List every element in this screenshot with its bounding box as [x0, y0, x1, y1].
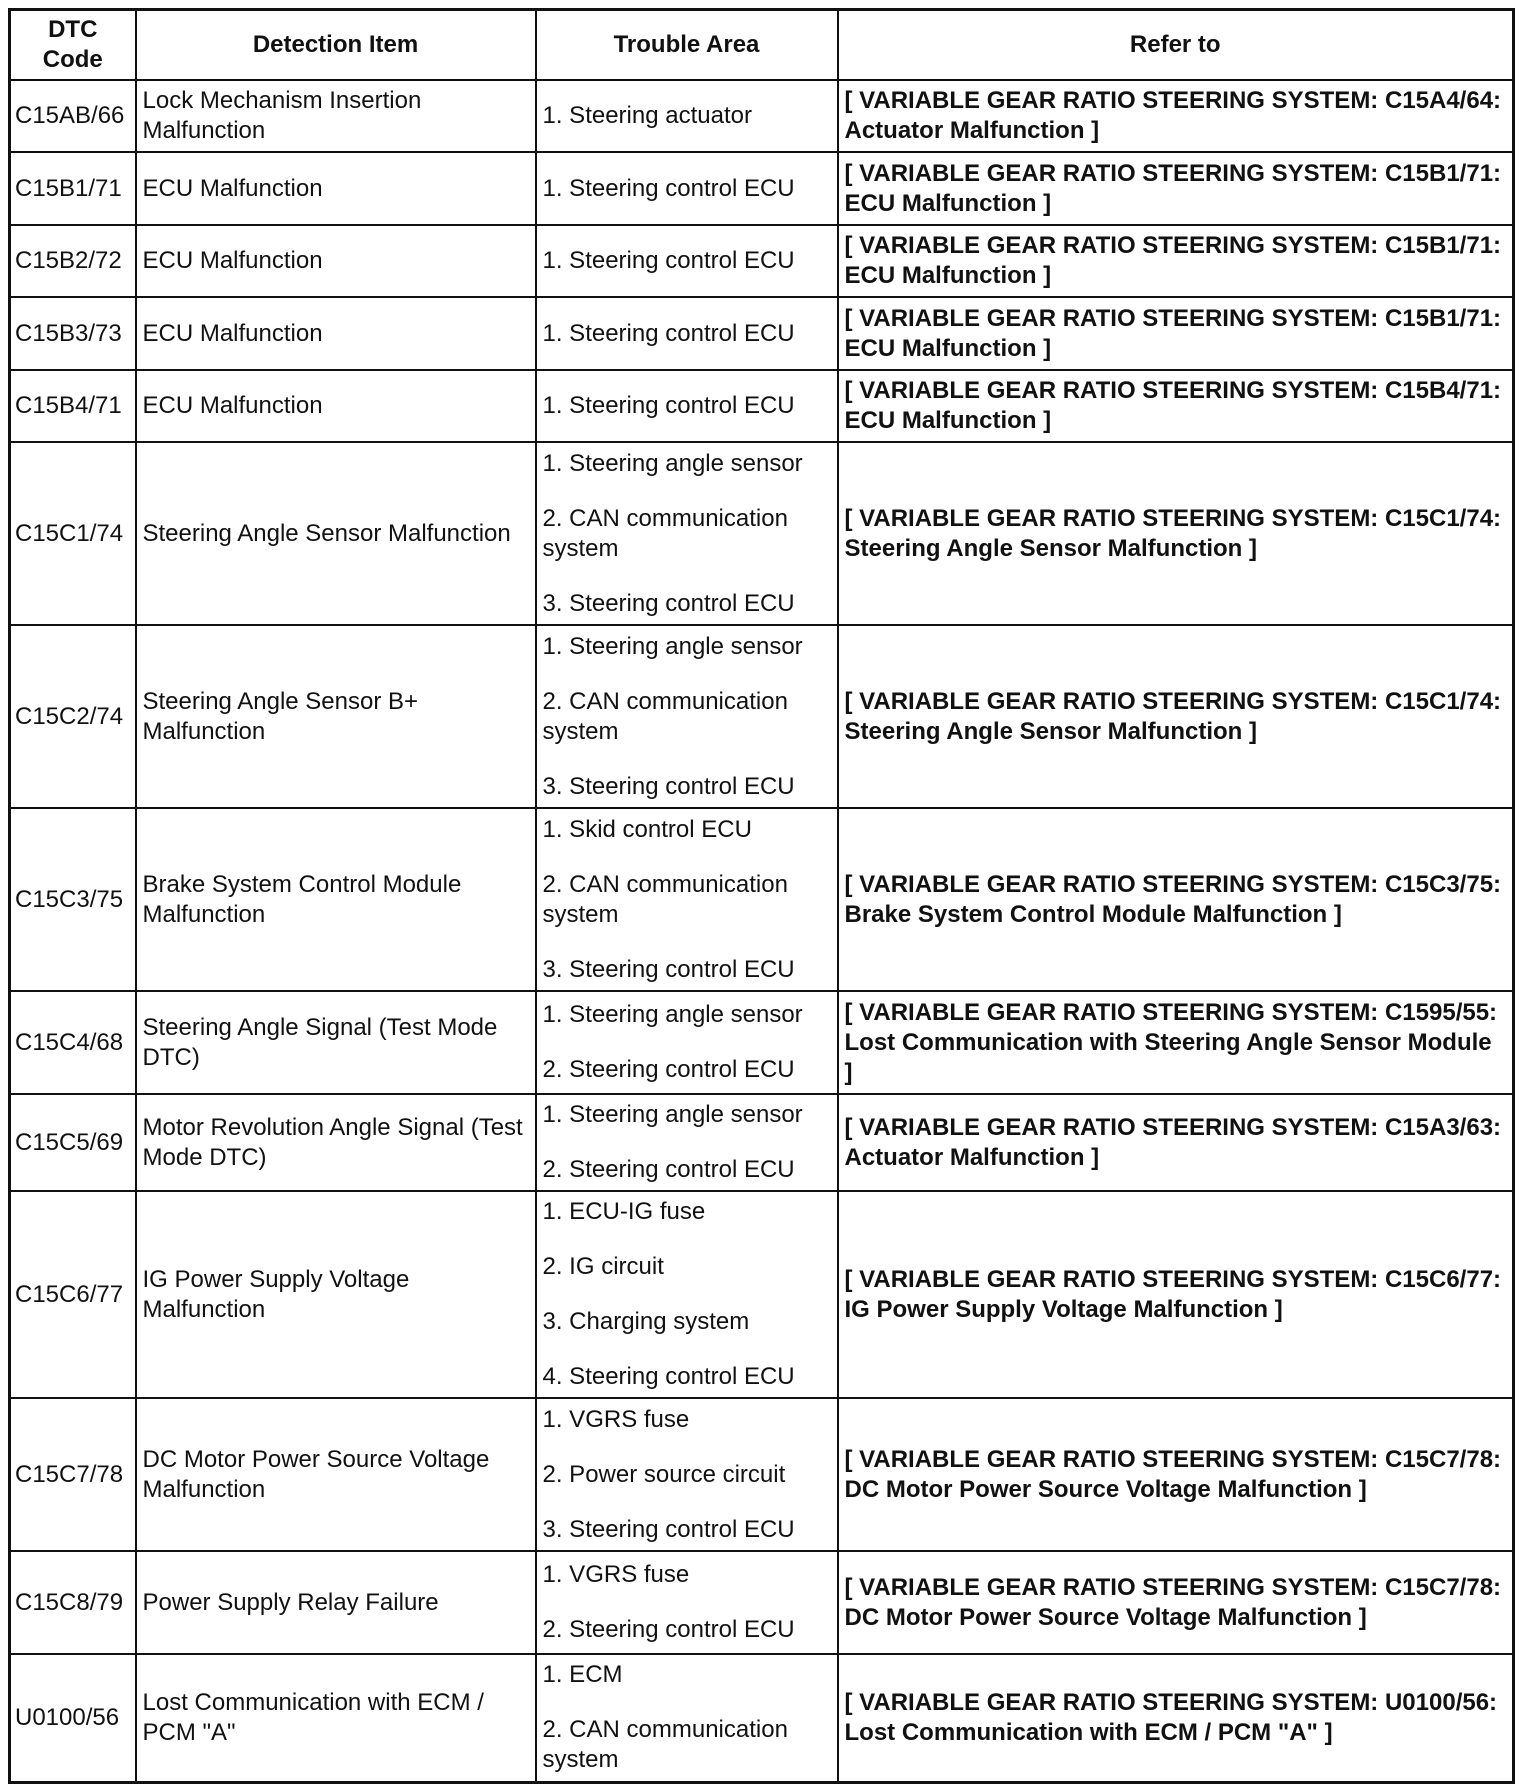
trouble-area-item: 2. Steering control ECU	[542, 1616, 795, 1643]
refer-to-cell: [ VARIABLE GEAR RATIO STEERING SYSTEM: C15C1/74: Steering Angle Sensor Malfunction ]	[838, 442, 1514, 625]
trouble-area-item: 4. Steering control ECU	[542, 1363, 795, 1390]
table-row	[10, 1094, 1514, 1191]
header-detection-item: Detection Item	[136, 10, 536, 81]
trouble-area-cell	[536, 625, 838, 808]
table-row	[10, 991, 1514, 1094]
trouble-area-item: 3. Steering control ECU	[542, 955, 795, 983]
detection-item-cell: ECU Malfunction	[136, 297, 536, 370]
trouble-area-item: 2. Power source circuit	[542, 1460, 786, 1488]
dtc-code-cell: C15C6/77	[10, 1191, 136, 1398]
detection-item-cell: Power Supply Relay Failure	[136, 1551, 536, 1654]
dtc-code-cell: C15B4/71	[10, 370, 136, 442]
table-row	[10, 1191, 1514, 1398]
dtc-code-cell: C15C2/74	[10, 625, 136, 808]
trouble-area-cell	[536, 152, 838, 225]
table-row	[10, 808, 1514, 991]
dtc-code-cell: C15C1/74	[10, 442, 136, 625]
trouble-area-item: 1. VGRS fuse	[542, 1405, 690, 1433]
trouble-area-cell	[536, 80, 838, 152]
trouble-area-item: 3. Steering control ECU	[542, 1515, 795, 1543]
table-row	[10, 1654, 1514, 1782]
trouble-area-cell	[536, 991, 838, 1094]
refer-to-cell: [ VARIABLE GEAR RATIO STEERING SYSTEM: C15A3/63: Actuator Malfunction ]	[838, 1094, 1514, 1191]
header-dtc-code: DTC Code	[10, 10, 136, 81]
trouble-area-item: 2. CAN communication system	[542, 687, 788, 745]
table-row	[10, 1551, 1514, 1654]
dtc-code-cell: C15C5/69	[10, 1094, 136, 1191]
table-row	[10, 152, 1514, 225]
detection-item-cell: Brake System Control Module Malfunction	[136, 808, 536, 991]
trouble-area-item: 1. Steering control ECU	[542, 392, 795, 419]
table-row	[10, 625, 1514, 808]
dtc-code-cell: C15C3/75	[10, 808, 136, 991]
refer-to-cell: [ VARIABLE GEAR RATIO STEERING SYSTEM: C15C3/75: Brake System Control Module Malfunction ]	[838, 808, 1514, 991]
trouble-area-item: 1. Steering angle sensor	[542, 1001, 803, 1028]
refer-to-cell: [ VARIABLE GEAR RATIO STEERING SYSTEM: C15C7/78: DC Motor Power Source Voltage Malfunction ]	[838, 1398, 1514, 1551]
table-row	[10, 297, 1514, 370]
refer-to-cell: [ VARIABLE GEAR RATIO STEERING SYSTEM: C15B1/71: ECU Malfunction ]	[838, 225, 1514, 297]
trouble-area-item: 1. Steering angle sensor	[542, 1101, 803, 1128]
refer-to-cell: [ VARIABLE GEAR RATIO STEERING SYSTEM: C15B4/71: ECU Malfunction ]	[838, 370, 1514, 442]
trouble-area-cell	[536, 808, 838, 991]
trouble-area-item: 1. Steering angle sensor	[542, 632, 803, 660]
trouble-area-item: 1. Steering control ECU	[542, 319, 795, 347]
trouble-area-item: 2. Steering control ECU	[542, 1056, 795, 1083]
detection-item-cell: Lock Mechanism Insertion Malfunction	[136, 80, 536, 152]
trouble-area-item: 2. CAN communication system	[542, 1716, 788, 1774]
refer-to-cell: [ VARIABLE GEAR RATIO STEERING SYSTEM: C15B1/71: ECU Malfunction ]	[838, 297, 1514, 370]
header-row	[10, 10, 1514, 81]
header-refer-to: Refer to	[838, 10, 1514, 81]
detection-item-cell: ECU Malfunction	[136, 370, 536, 442]
detection-item-cell: Steering Angle Signal (Test Mode DTC)	[136, 991, 536, 1094]
detection-item-cell: ECU Malfunction	[136, 225, 536, 297]
trouble-area-cell	[536, 1551, 838, 1654]
detection-item-cell: Motor Revolution Angle Signal (Test Mode DTC)	[136, 1094, 536, 1191]
trouble-area-cell	[536, 442, 838, 625]
detection-item-cell: Steering Angle Sensor B+ Malfunction	[136, 625, 536, 808]
table-row	[10, 370, 1514, 442]
trouble-area-item: 2. CAN communication system	[542, 504, 788, 562]
trouble-area-item: 1. ECM	[542, 1661, 623, 1689]
table-row	[10, 442, 1514, 625]
dtc-code-cell: C15AB/66	[10, 80, 136, 152]
dtc-code-cell: C15C7/78	[10, 1398, 136, 1551]
detection-item-cell: IG Power Supply Voltage Malfunction	[136, 1191, 536, 1398]
detection-item-cell: Steering Angle Sensor Malfunction	[136, 442, 536, 625]
trouble-area-item: 3. Steering control ECU	[542, 589, 795, 617]
dtc-code-cell: C15B1/71	[10, 152, 136, 225]
trouble-area-item: 1. VGRS fuse	[542, 1561, 690, 1588]
dtc-code-cell: C15B2/72	[10, 225, 136, 297]
trouble-area-item: 2. Steering control ECU	[542, 1156, 795, 1183]
detection-item-cell: DC Motor Power Source Voltage Malfunction	[136, 1398, 536, 1551]
trouble-area-item: 1. Steering control ECU	[542, 247, 795, 274]
table-row	[10, 1398, 1514, 1551]
trouble-area-cell	[536, 297, 838, 370]
refer-to-cell: [ VARIABLE GEAR RATIO STEERING SYSTEM: C15B1/71: ECU Malfunction ]	[838, 152, 1514, 225]
trouble-area-item: 3. Charging system	[542, 1308, 750, 1335]
trouble-area-item: 1. Skid control ECU	[542, 815, 752, 843]
refer-to-cell: [ VARIABLE GEAR RATIO STEERING SYSTEM: C15A4/64: Actuator Malfunction ]	[838, 80, 1514, 152]
trouble-area-cell	[536, 370, 838, 442]
table-body	[10, 80, 1514, 1782]
trouble-area-item: 2. IG circuit	[542, 1253, 664, 1280]
trouble-area-cell	[536, 1398, 838, 1551]
detection-item-cell: Lost Communication with ECM / PCM "A"	[136, 1654, 536, 1782]
refer-to-cell: [ VARIABLE GEAR RATIO STEERING SYSTEM: C15C1/74: Steering Angle Sensor Malfunction ]	[838, 625, 1514, 808]
dtc-code-cell: C15C8/79	[10, 1551, 136, 1654]
refer-to-cell: [ VARIABLE GEAR RATIO STEERING SYSTEM: C1595/55: Lost Communication with Steering Angle Sensor Module ]	[838, 991, 1514, 1094]
trouble-area-item: 1. Steering angle sensor	[542, 449, 803, 477]
trouble-area-item: 3. Steering control ECU	[542, 772, 795, 800]
trouble-area-cell	[536, 1094, 838, 1191]
trouble-area-item: 1. ECU-IG fuse	[542, 1198, 706, 1225]
trouble-area-item: 2. CAN communication system	[542, 870, 788, 928]
table-row	[10, 225, 1514, 297]
trouble-area-item: 1. Steering control ECU	[542, 174, 795, 202]
table-row	[10, 80, 1514, 152]
trouble-area-cell	[536, 1191, 838, 1398]
trouble-area-cell	[536, 1654, 838, 1782]
detection-item-cell: ECU Malfunction	[136, 152, 536, 225]
refer-to-cell: [ VARIABLE GEAR RATIO STEERING SYSTEM: C15C7/78: DC Motor Power Source Voltage Malfunction ]	[838, 1551, 1514, 1654]
dtc-code-cell: U0100/56	[10, 1654, 136, 1782]
dtc-code-cell: C15B3/73	[10, 297, 136, 370]
trouble-area-item: 1. Steering actuator	[542, 102, 752, 129]
refer-to-cell: [ VARIABLE GEAR RATIO STEERING SYSTEM: C15C6/77: IG Power Supply Voltage Malfunction ]	[838, 1191, 1514, 1398]
dtc-table	[8, 8, 1515, 1784]
trouble-area-cell	[536, 225, 838, 297]
dtc-code-cell: C15C4/68	[10, 991, 136, 1094]
header-trouble-area: Trouble Area	[536, 10, 838, 81]
refer-to-cell: [ VARIABLE GEAR RATIO STEERING SYSTEM: U0100/56: Lost Communication with ECM / PCM "A" ]	[838, 1654, 1514, 1782]
